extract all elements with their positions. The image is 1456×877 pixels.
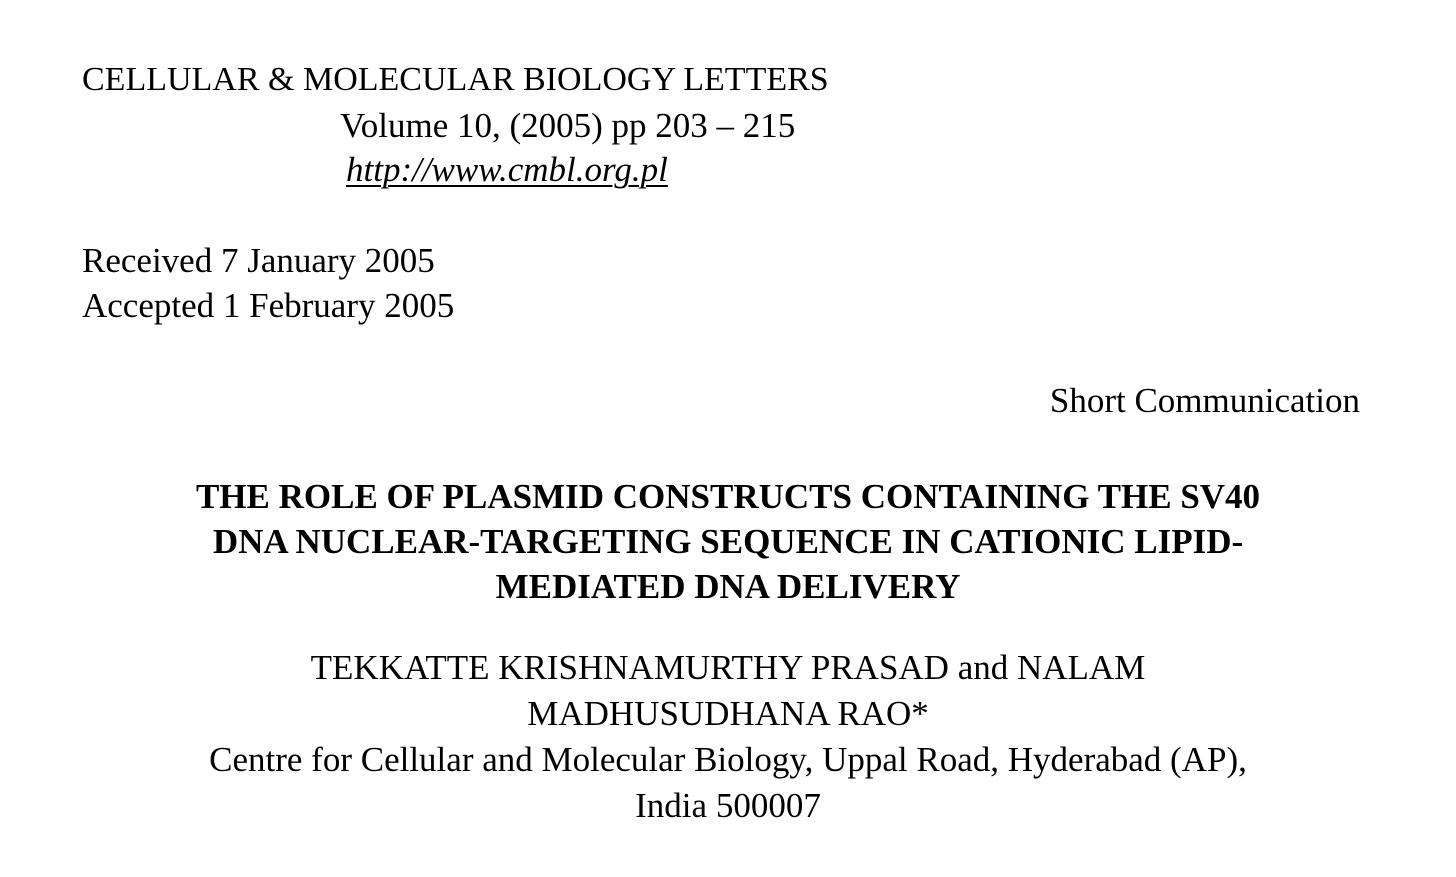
article-type: Short Communication xyxy=(1049,381,1360,420)
journal-url-link[interactable]: http://www.cmbl.org.pl xyxy=(346,150,668,189)
affiliation-line: Centre for Cellular and Molecular Biology, Uppal Road, Hyderabad (AP), xyxy=(209,740,1247,779)
title-line: THE ROLE OF PLASMID CONSTRUCTS CONTAINING THE SV40 xyxy=(195,477,1261,516)
title-line: MEDIATED DNA DELIVERY xyxy=(495,567,961,606)
received-date: Received 7 January 2005 xyxy=(82,241,435,280)
volume-info: Volume 10, (2005) pp 203 – 215 xyxy=(340,106,796,145)
title-line: DNA NUCLEAR-TARGETING SEQUENCE IN CATIONIC LIPID- xyxy=(212,522,1244,561)
paper-title xyxy=(0,474,1456,609)
authors-and-affiliation xyxy=(0,645,1456,829)
author-line: TEKKATTE KRISHNAMURTHY PRASAD and NALAM xyxy=(310,648,1146,687)
affiliation-line: India 500007 xyxy=(635,786,821,825)
journal-name: CELLULAR & MOLECULAR BIOLOGY LETTERS xyxy=(82,61,829,98)
author-line: MADHUSUDHANA RAO* xyxy=(527,694,929,733)
accepted-date: Accepted 1 February 2005 xyxy=(82,286,455,325)
